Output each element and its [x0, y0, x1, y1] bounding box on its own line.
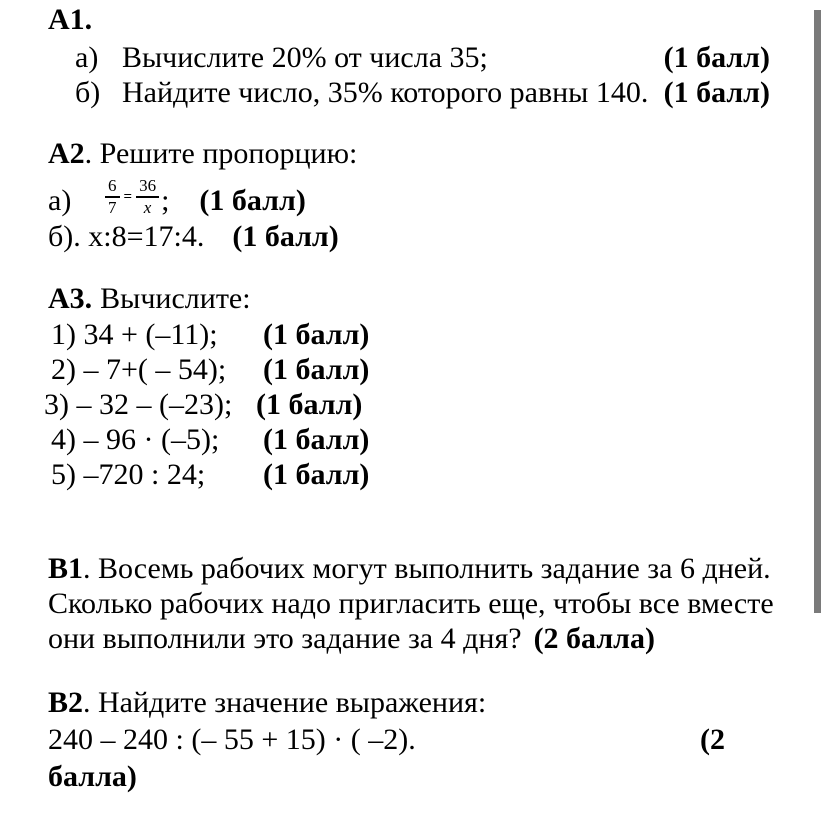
equals-sign: =	[123, 188, 133, 205]
fraction-right	[136, 176, 159, 218]
points-badge: (1 балл)	[263, 353, 370, 386]
task-a1-label: А1.	[48, 3, 93, 36]
points-badge: (1 балл)	[263, 423, 370, 456]
points-badge-close: балла)	[48, 760, 137, 793]
task-a3-item-2	[44, 353, 369, 388]
fraction-denominator: x	[143, 198, 152, 217]
task-a3-item-5	[44, 458, 369, 493]
points-badge: (2 балла)	[533, 622, 655, 655]
task-b1	[48, 551, 774, 656]
task-a2-heading	[48, 137, 357, 171]
page-edge-divider	[814, 10, 821, 613]
task-b1-text: . Восемь рабочих могут выполнить задание за 6 дней.	[83, 552, 771, 585]
item-text: б). х:8=17:4.	[48, 220, 205, 253]
proportion-equation	[105, 176, 159, 218]
task-b1-label: В1	[48, 552, 84, 585]
task-a3-item-3	[44, 388, 369, 423]
task-b1-line-1	[48, 551, 774, 586]
task-b2-label: В2	[48, 686, 84, 719]
task-a2-label: А2	[48, 137, 85, 170]
item-text: 2) – 7+( – 54);	[51, 353, 227, 386]
task-a1-item-b	[75, 76, 770, 111]
expression-text: 240 – 240 : (– 55 + 15) · ( –2).	[48, 723, 416, 756]
task-a2-item-a	[48, 170, 306, 218]
task-b1-line-3	[48, 621, 774, 656]
points-badge: (1 балл)	[263, 458, 370, 491]
points-badge: (1 балл)	[263, 318, 370, 351]
task-b1-line-2	[48, 586, 774, 621]
task-a2-title: . Решите пропорцию:	[84, 137, 358, 170]
item-text: 1) 34 + (–11);	[51, 318, 218, 351]
item-marker: а)	[48, 184, 72, 217]
item-marker: б)	[75, 76, 101, 109]
task-b2-title: . Найдите значение выражения:	[83, 686, 487, 719]
fraction-numerator: 6	[105, 176, 120, 198]
task-a3-item-4	[44, 423, 369, 458]
task-b1-text: Сколько рабочих надо пригласить еще, чтобы все вместе	[48, 587, 774, 620]
task-a3-item-1	[44, 318, 369, 353]
item-text: 5) –720 : 24;	[51, 458, 206, 491]
item-text: Вычислите 20% от числа 35;	[122, 41, 488, 74]
points-badge: (1 балл)	[232, 220, 339, 253]
points-badge: (1 балл)	[199, 184, 306, 217]
task-a1-item-a	[75, 41, 770, 76]
item-text: 4) – 96 · (–5);	[51, 423, 220, 456]
task-b1-text: они выполнили это задание за 4 дня?	[48, 622, 522, 655]
points-badge-open: (2	[700, 723, 725, 756]
task-b2-points-line	[48, 758, 486, 795]
fraction-numerator: 36	[136, 176, 159, 198]
task-a3-title: Вычислите:	[100, 282, 251, 315]
task-b2-heading	[48, 684, 486, 721]
item-marker: а)	[75, 41, 99, 74]
points-badge: (1 балл)	[663, 41, 770, 74]
task-b2	[48, 684, 725, 795]
points-badge: (1 балл)	[256, 388, 363, 421]
task-a3-label: А3.	[48, 282, 93, 315]
task-a3-heading	[48, 282, 251, 316]
item-text: Найдите число, 35% которого равны 140.	[122, 76, 649, 109]
fraction-left	[105, 176, 120, 218]
fraction-denominator: 7	[108, 198, 117, 217]
points-badge: (1 балл)	[663, 76, 770, 109]
task-a3-items	[44, 318, 369, 493]
task-a1-items	[75, 41, 770, 111]
task-a2-item-b	[48, 220, 339, 254]
item-text: 3) – 32 – (–23);	[44, 388, 233, 421]
semicolon: ;	[161, 184, 170, 217]
task-b2-expression-line	[48, 721, 725, 758]
